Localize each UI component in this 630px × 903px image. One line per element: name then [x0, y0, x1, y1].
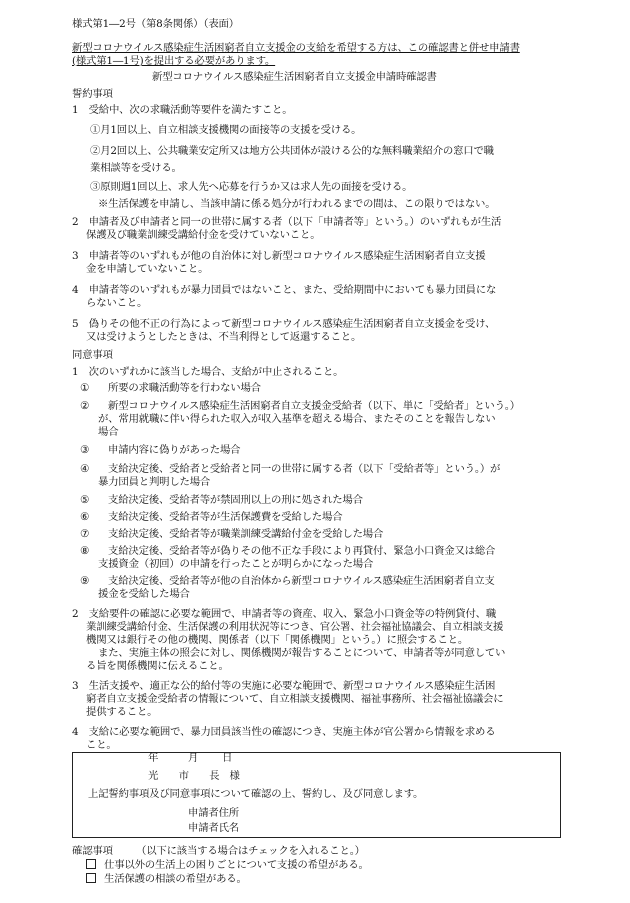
consent-item-1: 1 次のいずれかに該当した場合、支給が中止されること。: [72, 366, 344, 378]
pledge-item-1: 1 受給中、次の求職活動等要件を満たすこと。: [72, 104, 293, 116]
agreement-statement: 上記誓約事項及び同意事項について確認の上、誓約し、及び同意します。: [88, 788, 424, 800]
case-7-line-1: 支給決定後、受給者等が職業訓練受講給付金を受給した場合: [108, 528, 384, 540]
case-5-line-1: 支給決定後、受給者等が禁固刑以上の刑に処された場合: [108, 494, 363, 506]
checkbox-icon[interactable]: [86, 873, 96, 883]
addressee: 光 市 長 様: [148, 770, 240, 782]
confirm-item-1-label: 仕事以外の生活上の困りごとについて支援の希望がある。: [104, 859, 369, 871]
pledge-item-1-sub-2b: 業相談等を受ける。: [90, 162, 182, 174]
case-2-number: ②: [80, 400, 90, 412]
pledge-item-5-line-1: 5 偽りその他不正の行為によって新型コロナウイルス感染症生活困窮者自立支援金を受け、: [72, 318, 496, 330]
pledge-item-2-line-1: 2 申請者及び申請者と同一の世帯に属する者（以下「申請者等」という。）のいずれもが生活: [72, 216, 502, 228]
pledge-item-3-line-1: 3 申請者等のいずれもが他の自治体に対し新型コロナウイルス感染症生活困窮者自立支援: [72, 250, 486, 262]
confirm-item-1[interactable]: [86, 859, 369, 872]
date-month-label[interactable]: 月: [188, 752, 199, 764]
consent-item-3-line-2: 窮者自立支援金受給者の情報について、自立相談支援機関、福祉事務所、社会福祉協議会に: [86, 693, 504, 705]
consent-item-4-line-2: こと。: [86, 739, 117, 751]
consent-item-3-line-1: 3 生活支援や、適正な公的給付等の実施に必要な範囲で、新型コロナウイルス感染症生活困: [72, 680, 496, 692]
notice-line-1: 新型コロナウイルス感染症生活困窮者自立支援金の支給を希望する方は、この確認書と併せ申請書: [72, 42, 520, 54]
consent-item-2-line-5: る旨を関係機関に伝えること。: [86, 660, 229, 672]
consent-item-2-line-3: 機関又は銀行その他の機関、関係者（以下「関係機関」という。）に照会すること。: [86, 634, 469, 646]
consent-item-3-line-3: 提供すること。: [86, 706, 158, 718]
consent-item-2-line-4: また、実施主体の照会に対し、関係機関が報告することについて、申請者等が同意してい: [98, 647, 506, 659]
case-6-number: ⑥: [80, 511, 90, 523]
case-5-number: ⑤: [80, 494, 90, 506]
case-6-line-1: 支給決定後、受給者等が生活保護費を受給した場合: [108, 511, 343, 523]
date-day-label[interactable]: 日: [222, 752, 233, 764]
case-9-number: ⑨: [80, 575, 90, 587]
pledge-item-1-sub-3: ③原則週1回以上、求人先へ応募を行うか又は求人先の面接を受ける。: [90, 181, 413, 193]
confirm-heading: 確認事項: [72, 845, 113, 857]
case-8-line-1: 支給決定後、受給者等が偽りその他不正な手段により再貸付、緊急小口資金又は総合: [108, 545, 496, 557]
case-4-line-2: 暴力団員と判明した場合: [98, 476, 211, 488]
document-title: 新型コロナウイルス感染症生活困窮者自立支援金申請時確認書: [152, 71, 437, 83]
pledge-item-1-note: ※生活保護を申請し、当該申請に係る処分が行われるまでの間は、この限りではない。: [98, 198, 496, 210]
confirm-item-2[interactable]: [86, 873, 247, 886]
form-number: 様式第1―2号（第8条関係）（表面）: [72, 18, 239, 30]
consent-heading: 同意事項: [72, 349, 113, 361]
confirm-item-2-label: 生活保護の相談の希望がある。: [104, 873, 247, 885]
case-1-number: ①: [80, 382, 90, 394]
case-9-line-1: 支給決定後、受給者等が他の自治体から新型コロナウイルス感染症生活困窮者自立支: [108, 575, 495, 587]
case-2-line-1: 新型コロナウイルス感染症生活困窮者自立支援金受給者（以下、単に「受給者」という。）: [108, 400, 520, 412]
consent-item-4-line-1: 4 支給に必要な範囲で、暴力団員該当性の確認につき、実施主体が官公署から情報を求める: [72, 726, 496, 738]
consent-item-2-line-1: 2 支給要件の確認に必要な範囲で、申請者等の資産、収入、緊急小口資金等の特例貸付、職: [72, 608, 497, 620]
date-year-label[interactable]: 年: [148, 752, 159, 764]
case-2-line-3: 場合: [98, 426, 119, 438]
case-4-line-1: 支給決定後、受給者と受給者と同一の世帯に属する者（以下「受給者等」という。）が: [108, 463, 501, 475]
pledge-item-1-sub-2a: ②月2回以上、公共職業安定所又は地方公共団体が設ける公的な無料職業紹介の窓口で職: [90, 145, 494, 157]
pledge-item-4-line-1: 4 申請者等のいずれもが暴力団員ではないこと、また、受給期間中においても暴力団員にな: [72, 284, 497, 296]
case-7-number: ⑦: [80, 528, 90, 540]
case-8-number: ⑧: [80, 545, 90, 557]
case-2-line-2: が、常用就職に伴い得られた収入が収入基準を超える場合、またそのことを報告しない: [98, 413, 496, 425]
confirm-instruction: （以下に該当する場合はチェックを入れること。）: [136, 845, 365, 857]
case-8-line-2: 支援資金（初回）の申請を行ったことが明らかになった場合: [98, 558, 374, 570]
consent-item-2-line-2: 業訓練受講給付金、生活保護の利用状況等につき、官公署、社会福祉協議会、自立相談支援: [86, 621, 504, 633]
pledge-item-1-sub-1: ①月1回以上、自立相談支援機関の面接等の支援を受ける。: [90, 124, 362, 136]
case-1-line-1: 所要の求職活動等を行わない場合: [108, 382, 261, 394]
case-9-line-2: 援金を受給した場合: [98, 588, 190, 600]
case-4-number: ④: [80, 463, 90, 475]
applicant-address-label[interactable]: 申請者住所: [188, 807, 239, 819]
pledge-item-2-line-2: 保護及び職業訓練受講給付金を受けていないこと。: [86, 229, 321, 241]
pledge-item-4-line-2: らないこと。: [86, 297, 148, 309]
case-3-line-1: 申請内容に偽りがあった場合: [108, 444, 241, 456]
case-3-number: ③: [80, 444, 90, 456]
applicant-name-label[interactable]: 申請者氏名: [188, 822, 239, 834]
checkbox-icon[interactable]: [86, 859, 96, 869]
pledge-heading: 誓約事項: [72, 88, 113, 100]
pledge-item-5-line-2: 又は受けようとしたときは、不当利得として返還すること。: [86, 331, 362, 343]
notice-line-2: (様式第1―1号)を提出する必要があります。: [72, 55, 276, 67]
pledge-item-3-line-2: 金を申請していないこと。: [86, 263, 209, 275]
